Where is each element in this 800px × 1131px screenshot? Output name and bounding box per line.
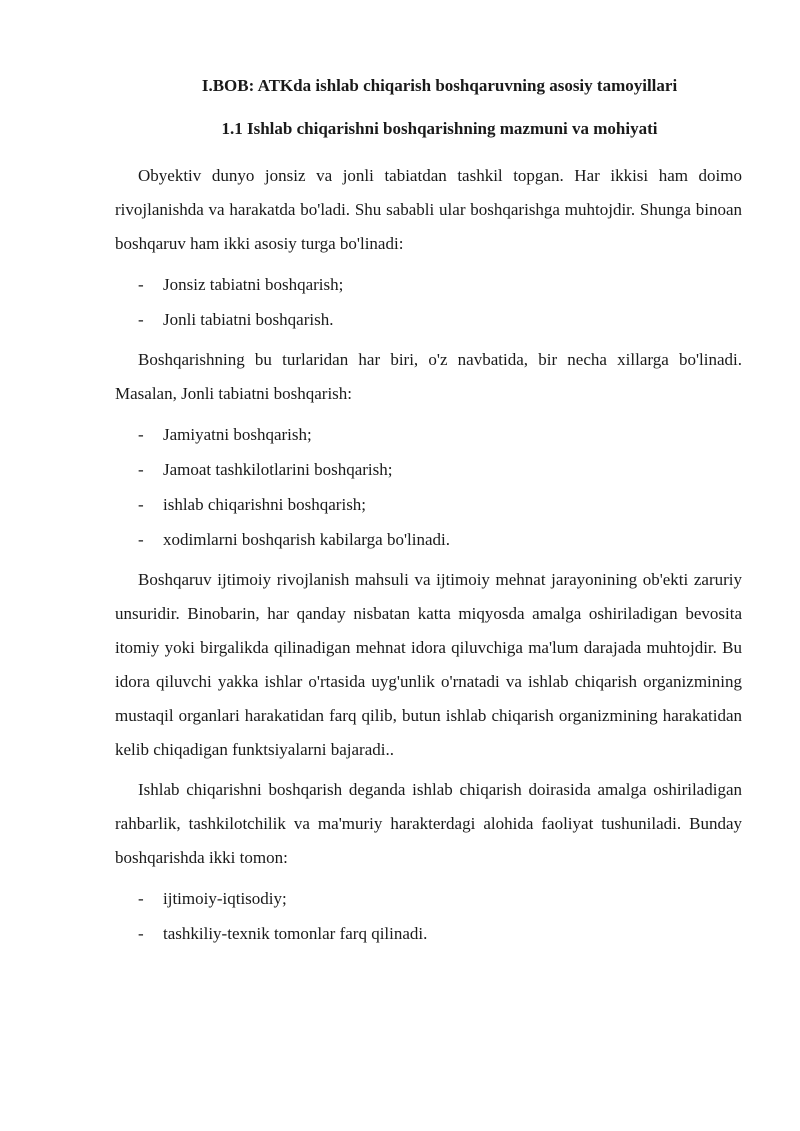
- list-item: [115, 267, 742, 302]
- list-item: [115, 487, 742, 522]
- list-dash: -: [138, 460, 144, 479]
- list-dash: -: [138, 889, 144, 908]
- list-living-nature-management: [115, 417, 742, 557]
- list-management-types: [115, 267, 742, 337]
- list-item-text: Jonli tabiatni boshqarish.: [163, 310, 334, 329]
- paragraph-4: Ishlab chiqarishni boshqarish deganda ishlab chiqarish doirasida amalga oshiriladigan rahbarlik, tashkilotchilik va ma'muriy harakterdagi alohida faoliyat tushuniladi. Bunday boshqarishda ikki tomon:: [115, 780, 742, 867]
- list-dash: -: [138, 425, 144, 444]
- list-dash: -: [138, 530, 144, 549]
- list-dash: -: [138, 310, 144, 329]
- document-page: [115, 74, 742, 957]
- list-item-text: xodimlarni boshqarish kabilarga bo'linadi.: [163, 530, 450, 549]
- list-item: [115, 417, 742, 452]
- list-item-text: ijtimoiy-iqtisodiy;: [163, 889, 287, 908]
- list-item: [115, 916, 742, 951]
- list-dash: -: [138, 275, 144, 294]
- list-item-text: tashkiliy-texnik tomonlar farq qilinadi.: [163, 924, 428, 943]
- list-item-text: ishlab chiqarishni boshqarish;: [163, 495, 367, 514]
- list-item: [115, 302, 742, 337]
- section-title: 1.1 Ishlab chiqarishni boshqarishning mazmuni va mohiyati: [221, 119, 658, 138]
- list-item: [115, 452, 742, 487]
- list-dash: -: [138, 495, 144, 514]
- list-management-aspects: [115, 881, 742, 951]
- list-item: [115, 881, 742, 916]
- list-item-text: Jonsiz tabiatni boshqarish;: [163, 275, 344, 294]
- list-item: [115, 522, 742, 557]
- list-item-text: Jamoat tashkilotlarini boshqarish;: [163, 460, 393, 479]
- paragraph-3: Boshqaruv ijtimoiy rivojlanish mahsuli va ijtimoiy mehnat jarayonining ob'ekti zaruriy unsuridir. Binobarin, har qanday nisbatan katta miqyosda amalga oshiriladigan bevosita itomiy yoki birgalikda qilinadigan mehnat idora qiluvchiga ma'lum darajada muhtojdir. Bu idora qiluvchi yakka ishlar o'rtasida uyg'unlik o'rnatadi va ishlab chiqarish organizmining mustaqil organlari harakatidan farq qilib, butun ishlab chiqarish organizmining harakatidan kelib chiqadigan funktsiyalarni bajaradi..: [115, 570, 742, 759]
- list-dash: -: [138, 924, 144, 943]
- paragraph-2: Boshqarishning bu turlaridan har biri, o'z navbatida, bir necha xillarga bo'linadi. Masalan, Jonli tabiatni boshqarish:: [115, 350, 742, 403]
- chapter-title: I.BOB: ATKda ishlab chiqarish boshqaruvning asosiy tamoyillari: [201, 76, 678, 95]
- list-item-text: Jamiyatni boshqarish;: [163, 425, 312, 444]
- paragraph-1: Obyektiv dunyo jonsiz va jonli tabiatdan tashkil topgan. Har ikkisi ham doimo rivojlanishda va harakatda bo'ladi. Shu sababli ular boshqarishga muhtojdir. Shunga binoan boshqaruv ham ikki asosiy turga bo'linadi:: [115, 166, 742, 253]
